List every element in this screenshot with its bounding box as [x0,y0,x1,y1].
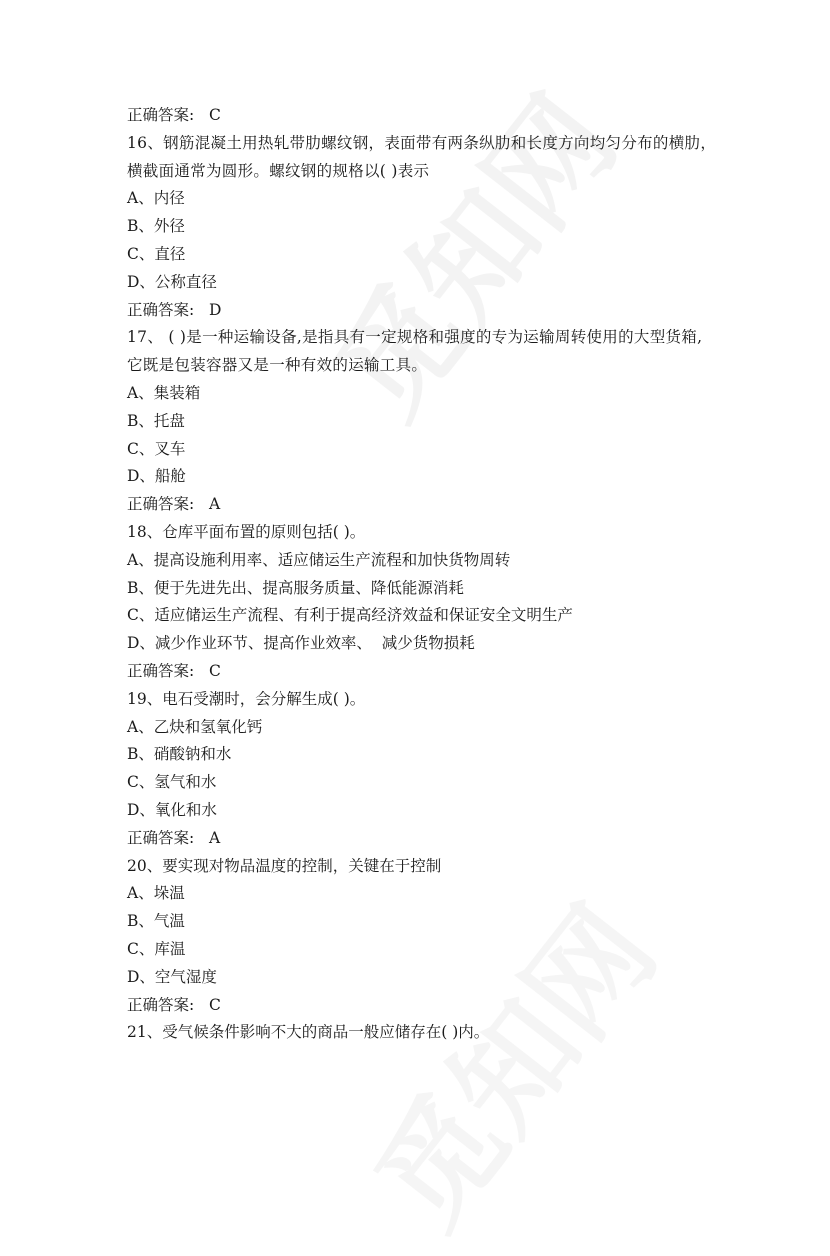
question-list [127,102,717,1047]
question-16: 16、钢筋混凝土用热轧带肋螺纹钢，表面带有两条纵肋和长度方向均匀分布的横肋，横截面通常为圆形。螺纹钢的规格以( )表示 [127,133,717,180]
answer-line-18: 正确答案: C [127,661,221,680]
option-20-c: C、库温 [127,939,186,958]
answer-line-17: 正确答案: A [127,495,221,514]
option-18-b: B、便于先进先出、提高服务质量、降低能源消耗 [127,578,464,597]
option-20-a: A、垛温 [127,884,185,903]
option-16-c: C、直径 [127,244,186,263]
option-19-d: D、氧化和水 [127,800,217,819]
answer-line-19: 正确答案: A [127,828,221,847]
option-18-c: C、适应储运生产流程、有利于提高经济效益和保证安全文明生产 [127,606,573,625]
option-16-b: B、外径 [127,217,185,236]
option-17-c: C、叉车 [127,439,186,458]
option-19-a: A、乙炔和氢氧化钙 [127,717,263,736]
question-17: 17、 ( )是一种运输设备,是指具有一定规格和强度的专为运输周转使用的大型货箱,它既是包装容器又是一种有效的运输工具。 [127,328,703,375]
question-19: 19、电石受潮时，会分解生成( )。 [127,689,366,708]
option-17-b: B、托盘 [127,411,185,430]
option-18-a: A、提高设施利用率、适应储运生产流程和加快货物周转 [127,550,511,569]
answer-line-20: 正确答案: C [127,995,221,1014]
option-18-d: D、减少作业环节、提高作业效率、 减少货物损耗 [127,634,475,653]
answer-line-16: 正确答案: D [127,300,222,319]
question-20: 20、要实现对物品温度的控制，关键在于控制 [127,856,442,875]
option-17-d: D、船舱 [127,467,186,486]
option-19-c: C、氢气和水 [127,773,217,792]
option-20-d: D、空气湿度 [127,967,217,986]
question-21: 21、受气候条件影响不大的商品一般应储存在( )内。 [127,1023,490,1042]
option-19-b: B、硝酸钠和水 [127,745,232,764]
question-18: 18、仓库平面布置的原则包括( )。 [127,522,366,541]
option-20-b: B、气温 [127,912,185,931]
option-17-a: A、集装箱 [127,383,201,402]
option-16-d: D、公称直径 [127,272,217,291]
option-16-a: A、内径 [127,189,185,208]
answer-line-15: 正确答案: C [127,106,221,124]
